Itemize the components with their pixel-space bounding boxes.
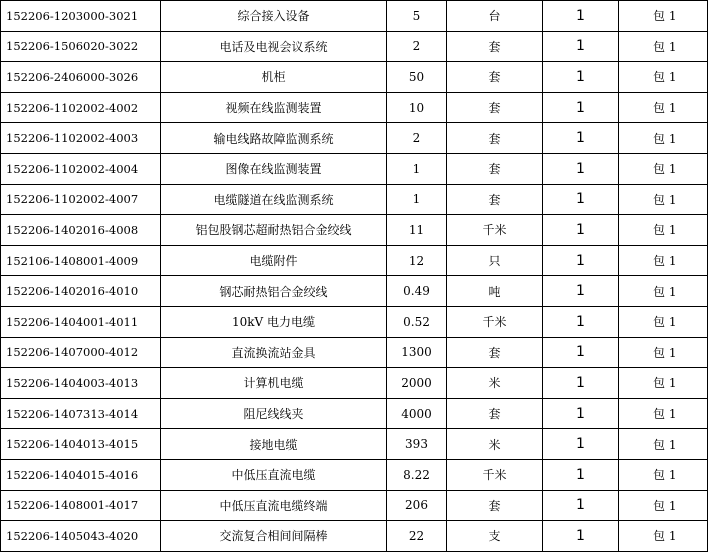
cell-package: 包 1: [619, 306, 708, 337]
cell-quantity: 10: [387, 92, 447, 123]
cell-unit: 套: [447, 337, 543, 368]
cell-item-code: 152206-1404003-4013: [1, 368, 161, 399]
table-row: [1, 368, 708, 399]
table-row: [1, 521, 708, 552]
cell-unit: 只: [447, 245, 543, 276]
cell-count: 1: [543, 123, 619, 154]
cell-package: 包 1: [619, 276, 708, 307]
cell-count: 1: [543, 521, 619, 552]
table-row: [1, 337, 708, 368]
cell-item-name: 中低压直流电缆终端: [161, 490, 387, 521]
cell-package: 包 1: [619, 490, 708, 521]
cell-item-code: 152206-1404015-4016: [1, 459, 161, 490]
cell-count: 1: [543, 276, 619, 307]
cell-package: 包 1: [619, 368, 708, 399]
cell-package: 包 1: [619, 123, 708, 154]
cell-item-code: 152206-1102002-4004: [1, 153, 161, 184]
cell-item-code: 152206-1407000-4012: [1, 337, 161, 368]
cell-item-name: 交流复合相间间隔棒: [161, 521, 387, 552]
cell-count: 1: [543, 306, 619, 337]
cell-unit: 吨: [447, 276, 543, 307]
cell-unit: 套: [447, 31, 543, 62]
cell-count: 1: [543, 245, 619, 276]
table-row: [1, 490, 708, 521]
table-body: [1, 1, 708, 552]
table-row: [1, 398, 708, 429]
cell-package: 包 1: [619, 429, 708, 460]
cell-item-name: 视频在线监测装置: [161, 92, 387, 123]
cell-item-code: 152206-1408001-4017: [1, 490, 161, 521]
cell-package: 包 1: [619, 31, 708, 62]
table-row: [1, 184, 708, 215]
cell-unit: 套: [447, 490, 543, 521]
cell-quantity: 4000: [387, 398, 447, 429]
cell-package: 包 1: [619, 245, 708, 276]
cell-package: 包 1: [619, 62, 708, 93]
cell-count: 1: [543, 337, 619, 368]
cell-unit: 套: [447, 123, 543, 154]
cell-item-name: 输电线路故障监测系统: [161, 123, 387, 154]
table-row: [1, 31, 708, 62]
table-row: [1, 153, 708, 184]
cell-count: 1: [543, 92, 619, 123]
cell-quantity: 1: [387, 184, 447, 215]
table-row: [1, 123, 708, 154]
cell-quantity: 2: [387, 31, 447, 62]
table-row: [1, 459, 708, 490]
cell-item-name: 计算机电缆: [161, 368, 387, 399]
cell-unit: 米: [447, 429, 543, 460]
cell-item-name: 10kV 电力电缆: [161, 306, 387, 337]
table-row: [1, 245, 708, 276]
cell-count: 1: [543, 1, 619, 32]
cell-item-name: 综合接入设备: [161, 1, 387, 32]
cell-count: 1: [543, 398, 619, 429]
cell-item-name: 中低压直流电缆: [161, 459, 387, 490]
cell-unit: 套: [447, 184, 543, 215]
table-row: [1, 306, 708, 337]
cell-item-code: 152206-1405043-4020: [1, 521, 161, 552]
cell-count: 1: [543, 490, 619, 521]
cell-quantity: 22: [387, 521, 447, 552]
table-row: [1, 1, 708, 32]
cell-count: 1: [543, 62, 619, 93]
cell-item-name: 钢芯耐热铝合金绞线: [161, 276, 387, 307]
cell-package: 包 1: [619, 337, 708, 368]
cell-package: 包 1: [619, 459, 708, 490]
cell-quantity: 2000: [387, 368, 447, 399]
cell-unit: 套: [447, 62, 543, 93]
cell-item-code: 152206-1506020-3022: [1, 31, 161, 62]
cell-item-name: 机柜: [161, 62, 387, 93]
cell-item-code: 152206-1404001-4011: [1, 306, 161, 337]
cell-count: 1: [543, 459, 619, 490]
cell-item-code: 152206-1402016-4010: [1, 276, 161, 307]
cell-item-code: 152206-1102002-4002: [1, 92, 161, 123]
cell-unit: 支: [447, 521, 543, 552]
cell-item-code: 152206-1203000-3021: [1, 1, 161, 32]
table-row: [1, 429, 708, 460]
cell-item-code: 152206-1407313-4014: [1, 398, 161, 429]
cell-package: 包 1: [619, 92, 708, 123]
cell-quantity: 5: [387, 1, 447, 32]
table-row: [1, 62, 708, 93]
cell-unit: 台: [447, 1, 543, 32]
cell-quantity: 8.22: [387, 459, 447, 490]
cell-item-name: 直流换流站金具: [161, 337, 387, 368]
cell-quantity: 12: [387, 245, 447, 276]
cell-package: 包 1: [619, 215, 708, 246]
cell-unit: 千米: [447, 306, 543, 337]
cell-item-code: 152206-1404013-4015: [1, 429, 161, 460]
cell-quantity: 393: [387, 429, 447, 460]
cell-count: 1: [543, 184, 619, 215]
cell-item-name: 电缆隧道在线监测系统: [161, 184, 387, 215]
cell-package: 包 1: [619, 398, 708, 429]
table-row: [1, 215, 708, 246]
cell-unit: 米: [447, 368, 543, 399]
table-row: [1, 92, 708, 123]
cell-unit: 千米: [447, 459, 543, 490]
cell-count: 1: [543, 31, 619, 62]
cell-package: 包 1: [619, 153, 708, 184]
cell-unit: 套: [447, 92, 543, 123]
cell-item-name: 接地电缆: [161, 429, 387, 460]
cell-count: 1: [543, 429, 619, 460]
cell-quantity: 11: [387, 215, 447, 246]
cell-quantity: 2: [387, 123, 447, 154]
cell-item-name: 铝包股钢芯超耐热铝合金绞线: [161, 215, 387, 246]
cell-item-code: 152106-1408001-4009: [1, 245, 161, 276]
cell-count: 1: [543, 215, 619, 246]
cell-item-name: 电缆附件: [161, 245, 387, 276]
cell-package: 包 1: [619, 184, 708, 215]
cell-item-code: 152206-1102002-4003: [1, 123, 161, 154]
cell-quantity: 50: [387, 62, 447, 93]
cell-item-name: 图像在线监测装置: [161, 153, 387, 184]
cell-item-name: 阻尼线线夹: [161, 398, 387, 429]
cell-package: 包 1: [619, 1, 708, 32]
cell-unit: 套: [447, 398, 543, 429]
cell-count: 1: [543, 368, 619, 399]
cell-item-code: 152206-1102002-4007: [1, 184, 161, 215]
cell-quantity: 1: [387, 153, 447, 184]
cell-item-code: 152206-2406000-3026: [1, 62, 161, 93]
cell-quantity: 0.49: [387, 276, 447, 307]
cell-unit: 千米: [447, 215, 543, 246]
cell-item-code: 152206-1402016-4008: [1, 215, 161, 246]
cell-quantity: 206: [387, 490, 447, 521]
cell-quantity: 0.52: [387, 306, 447, 337]
cell-unit: 套: [447, 153, 543, 184]
cell-quantity: 1300: [387, 337, 447, 368]
cell-item-name: 电话及电视会议系统: [161, 31, 387, 62]
cell-count: 1: [543, 153, 619, 184]
table-row: [1, 276, 708, 307]
cell-package: 包 1: [619, 521, 708, 552]
